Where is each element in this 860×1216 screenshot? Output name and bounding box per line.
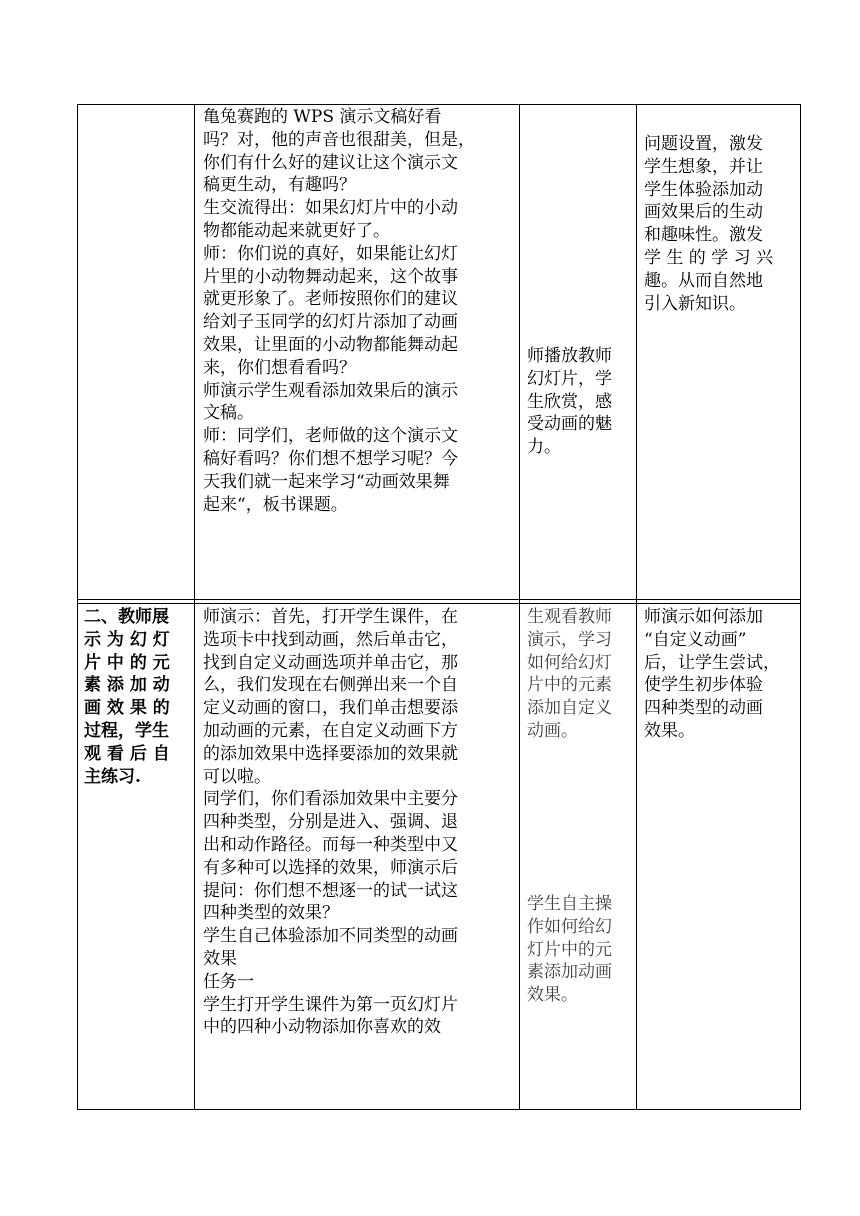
- table-right-border: [800, 104, 801, 1110]
- teacher-paragraph: 学生自己体验添加不同类型的动画 效果: [203, 926, 458, 969]
- column-divider-2: [519, 104, 520, 1110]
- row1-design-intent-cell: [644, 133, 796, 315]
- design-intent-text: 问题设置，激发 学生想象，并让 学生体验添加动 画效果后的生动 和趣味性。激发 学 生 的 学 习 兴 趣。从而自然地 引入新知识。: [644, 134, 774, 314]
- teacher-paragraph: 学生打开学生课件为第一页幻灯片 中的四种小动物添加你喜欢的效: [203, 994, 458, 1038]
- teacher-paragraph: 师演示：首先，打开学生课件，在 选项卡中找到动画，然后单击它， 找到自定义动画选项并单击它，那 么，我们发现在右侧弹出来一个自 定义动画的窗口，我们单击想要添 加动画的元素，在自定义动画下方 的添加效果中选择要添加的效果就 可以啦。: [203, 607, 458, 787]
- row2-teacher-activity-cell: [203, 606, 515, 1039]
- teacher-paragraph: 亀兔赛跑的 WPS 演示文稿好看 吗？对，他的声音也很甜美，但是， 你们有什么好的建议让这个演示文 稿更生动，有趣吗？: [203, 107, 475, 196]
- column-divider-3: [636, 104, 637, 1110]
- student-activity-text: 生观看教师 演示，学习 如何给幻灯 片中的元素 添加自定义 动画。: [527, 607, 612, 741]
- row1-student-activity-cell: [527, 345, 633, 459]
- teacher-paragraph: 同学们，你们看添加效果中主要分 四种类型，分别是进入、强调、退 出和动作路径。而每一种类型中又 有多种可以选择的效果，师演示后 提问：你们想不想逐一的试一试这 四种类型的效果？: [203, 789, 458, 924]
- row2-stage-cell: [84, 606, 192, 788]
- student-activity-text: 师播放教师 幻灯片，学 生欣赏，感 受动画的魅 力。: [527, 346, 612, 458]
- stage-title: 二、教师展 示 为 幻 灯 片 中 的 元 素 添 加 动 画 效 果 的 过程，学生 观 看 后 自 主练习.: [84, 607, 170, 787]
- table-top-border: [77, 104, 801, 105]
- row-separator-top: [77, 599, 801, 600]
- student-activity-text: 学生自主操 作如何给幻 灯片中的元 素添加动画 效果。: [527, 894, 612, 1006]
- column-divider-1: [194, 104, 195, 1110]
- teacher-paragraph: 师：同学们，老师做的这个演示文 稿好看吗？你们想不想学习呢？今 天我们就一起来学习“动画效果舞 起来“，板书课题。: [203, 426, 458, 515]
- row2-student-activity-cell-2: [527, 893, 633, 1007]
- row2-student-activity-cell-1: [527, 606, 633, 743]
- teacher-paragraph: 生交流得出：如果幻灯片中的小动 物都能动起来就更好了。: [203, 198, 458, 241]
- row-separator-bottom: [77, 603, 801, 604]
- table-bottom-border: [77, 1109, 801, 1110]
- table-left-border: [77, 104, 78, 1110]
- teacher-paragraph: 师演示学生观看添加效果后的演示 文稿。: [203, 380, 458, 424]
- row2-design-intent-cell: [644, 606, 796, 743]
- task-heading: 任务一: [203, 971, 254, 992]
- teacher-paragraph: 师：你们说的真好，如果能让幻灯 片里的小动物舞动起来，这个故事 就更形象了。老师按照你们的建议 给刘子玉同学的幻灯片添加了动画 效果，让里面的小动物都能舞动起 来，你们想看看吗？: [203, 243, 458, 378]
- design-intent-text: 师演示如何添加 “自定义动画” 后，让学生尝试， 使学生初步体验 四种类型的动画 效果。: [644, 607, 780, 741]
- row1-teacher-activity-cell: [203, 106, 515, 516]
